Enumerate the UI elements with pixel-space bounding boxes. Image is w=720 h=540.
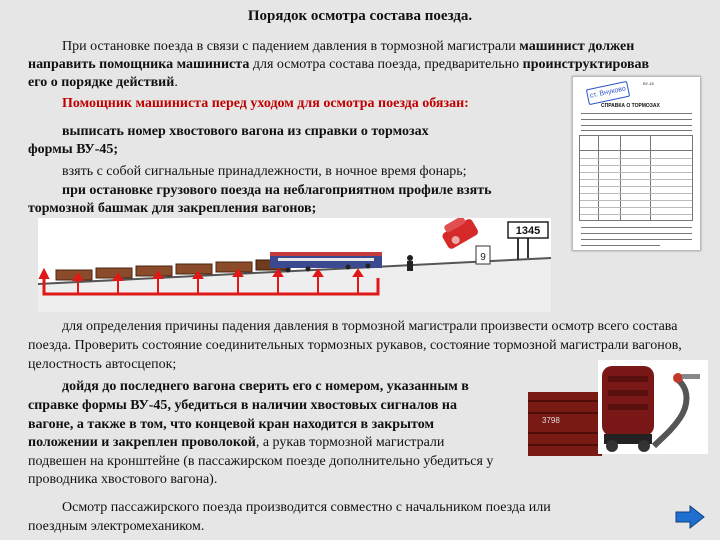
paragraph-3-line-1: дойдя до последнего вагона сверить его с номером, указанным в	[62, 379, 469, 394]
intro-end: .	[174, 75, 178, 90]
kilometer-post-number: 9	[480, 252, 486, 263]
form-stamp: ст. Внуково	[586, 81, 630, 105]
intro-text-rest: для осмотра состава поезда, предварительно	[249, 57, 523, 72]
duty-2: взять с собой сигнальные принадлежности, в ночное время фонарь;	[62, 164, 467, 179]
brake-hose-illustration	[598, 360, 708, 454]
paragraph-4-line-2: поездным электромехаником.	[28, 519, 205, 534]
paragraph-3-line-3: вагоне, а также в том, что концевой кран находится в закрытом	[28, 417, 434, 432]
page-title: Порядок осмотра состава поезда.	[247, 8, 473, 24]
paragraph-3-line-4: положении и закреплен проволокой, а рукав тормозной магистрали	[28, 435, 445, 450]
arrow-right-icon	[674, 504, 706, 530]
train-diagram	[38, 218, 551, 312]
duty-1-line-1: выписать номер хвостового вагона из справки о тормозах	[62, 124, 429, 139]
assistant-heading: Помощник машиниста перед уходом для осмотра поезда обязан:	[62, 96, 469, 111]
paragraph-4-line-1: Осмотр пассажирского поезда производится совместно с начальником поезда или	[62, 500, 551, 515]
intro-bold: машинист должен направить помощника машиниста	[28, 39, 635, 72]
assistant-driver-figure	[407, 255, 413, 271]
wagon-end-brake-hose-photo	[598, 360, 708, 454]
brake-certificate-form-image	[572, 76, 701, 251]
form-table	[579, 135, 693, 221]
paragraph-3-line-5: подвешен на кронштейне (в пассажирском поезде дополнительно убедиться у	[28, 454, 494, 469]
intro-paragraph	[28, 38, 663, 92]
paragraph-3-line-2: справке формы ВУ-45, убедиться в наличии хвостовых сигналов на	[28, 398, 457, 413]
wagon-number: 3798	[542, 416, 560, 425]
next-slide-button[interactable]	[674, 504, 706, 530]
tail-signal-icon	[438, 218, 479, 250]
duty-3-line-1: при остановке грузового поезда на неблагоприятном профиле взять	[62, 183, 492, 198]
intro-text: При остановке поезда в связи с падением давления в тормозной магистрали	[62, 39, 520, 54]
paragraph-inspect-brakes: для определения причины падения давления в тормозной магистрали произвести осмотр всего состава поезда. Проверить состояние соединительных тормозных рукавов, состояние тормозной магистрали вагонов, целостность автосцепок;	[28, 319, 682, 372]
duty-3-line-2: тормозной башмак для закрепления вагонов;	[28, 201, 317, 216]
duty-1-line-2: формы ВУ-45;	[28, 142, 119, 157]
form-code: ВУ-45	[643, 81, 654, 86]
station-sign-number: 1345	[515, 225, 541, 237]
intro-bold-2: проинструктировав его о порядке действий	[28, 57, 650, 90]
form-heading: СПРАВКА О ТОРМОЗАХ	[601, 103, 660, 109]
train-inspection-scene	[38, 218, 551, 312]
tail-wagon-photo	[528, 392, 602, 456]
paragraph-3-line-6: проводника хвостового вагона).	[28, 472, 218, 487]
